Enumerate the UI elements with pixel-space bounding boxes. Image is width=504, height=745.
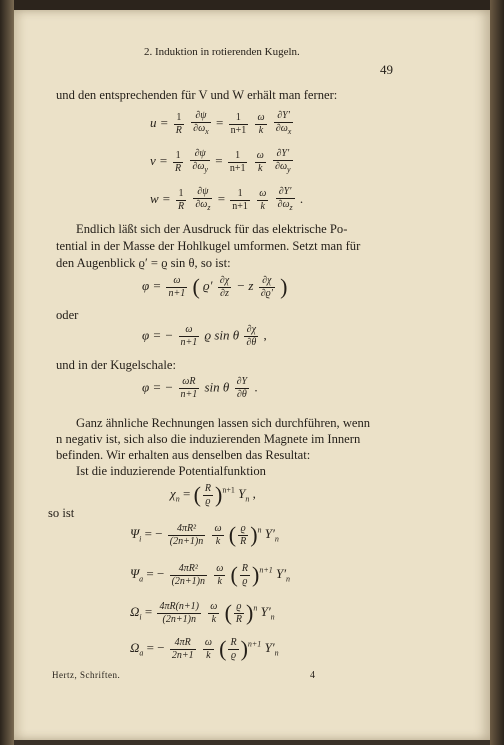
paragraph-2-line-1: Endlich läßt sich der Ausdruck für das elektrische Po- — [76, 222, 348, 236]
paragraph-4-line-3: befinden. Wir erhalten aus denselben das Resultat: — [56, 448, 311, 462]
equation-omega-i: $\Omega_i$ = $\frac{4\pi R(n+1)}{(2n+1)n}$ $\frac{\omega}{k}$ ( $\frac{ϱ}{R}$ )$^n$ $Y'_n$ — [130, 600, 275, 625]
footer-signature: Hertz, Schriften. — [52, 670, 121, 680]
paragraph-2-line-2: tential in der Masse der Hohlkugel umformen. Setzt man für — [56, 239, 361, 253]
so-ist: so ist — [48, 506, 75, 520]
running-title: 2. Induktion in rotierenden Kugeln. — [144, 46, 300, 58]
right-page-edge — [490, 0, 504, 745]
paragraph-3: und in der Kugelschale: — [56, 358, 176, 372]
paragraph-4-line-2: n negativ ist, sich also die induzierenden Magnete im Innern — [56, 432, 361, 446]
paragraph-2-line-3: den Augenblick ϱ′ = ϱ sin θ, so ist: — [56, 256, 231, 270]
equation-u: u = $\frac{1}{R}$ $\frac{\partial\psi}{\partial\omega_x}$ = $\frac{1}{n+1}$ $\frac{\omega}{k}$ $\frac{\partial Y'}{\partial\omega_x}$ — [150, 110, 292, 136]
book-page — [14, 10, 490, 740]
top-border — [0, 0, 504, 10]
word-oder: oder — [56, 308, 79, 322]
equation-phi-3: φ = − $\frac{\omega R}{n+1}$ sin θ $\frac{\partial Y}{\partial\theta}$ . — [142, 376, 258, 400]
equation-phi-1: φ = $\frac{\omega}{n+1}$ ( ϱ′ $\frac{\partial\chi}{\partial z}$ − z $\frac{\partial\chi}{\partial ϱ'}$ ) — [142, 274, 288, 299]
equation-psi-a: $\Psi_a$ = − $\frac{\text{4πR²}}{(2n+1)n}$ $\frac{\omega}{k}$ ( $\frac{R}{ϱ}$ )$^{n+1}$ $Y'_n$ — [130, 562, 291, 587]
left-page-edge — [0, 0, 14, 745]
footer-sheet-number: 4 — [310, 670, 315, 681]
page-number: 49 — [380, 62, 393, 77]
paragraph-1: und den entsprechenden für V und W erhält man ferner: — [56, 88, 338, 102]
equation-chi: $\chi_n$ = ( $\frac{R}{ϱ}$ )$^{n+1}$ $Y_n$ , — [170, 482, 256, 507]
equation-w: w = $\frac{1}{R}$ $\frac{\partial\psi}{\partial\omega_z}$ = $\frac{1}{n+1}$ $\frac{\omega}{k}$ $\frac{\partial Y'}{\partial\omega_z}$ . — [150, 186, 304, 212]
paragraph-4-line-1: Ganz ähnliche Rechnungen lassen sich durchführen, wenn — [76, 416, 371, 430]
equation-psi-i: $\Psi_i$ = − $\frac{\text{4πR²}}{(2n+1)n}$ $\frac{\omega}{k}$ ( $\frac{ϱ}{R}$ )$^n$ $Y'_n$ — [130, 522, 279, 547]
equation-omega-a: $\Omega_a$ = − $\frac{4\pi R}{2n+1}$ $\frac{\omega}{k}$ ( $\frac{R}{ϱ}$ )$^{n+1}$ $Y'_n$ — [130, 636, 279, 661]
paragraph-4-line-4: Ist die induzierende Potentialfunktion — [76, 464, 266, 478]
equation-v: v = $\frac{1}{R}$ $\frac{\partial\psi}{\partial\omega_y}$ = $\frac{1}{n+1}$ $\frac{\omega}{k}$ $\frac{\partial Y'}{\partial\omega_y}$ — [150, 148, 291, 174]
equation-phi-2: φ = − $\frac{\omega}{n+1}$ ϱ sin θ $\frac{\partial\chi}{\partial\theta}$ , — [142, 324, 267, 348]
